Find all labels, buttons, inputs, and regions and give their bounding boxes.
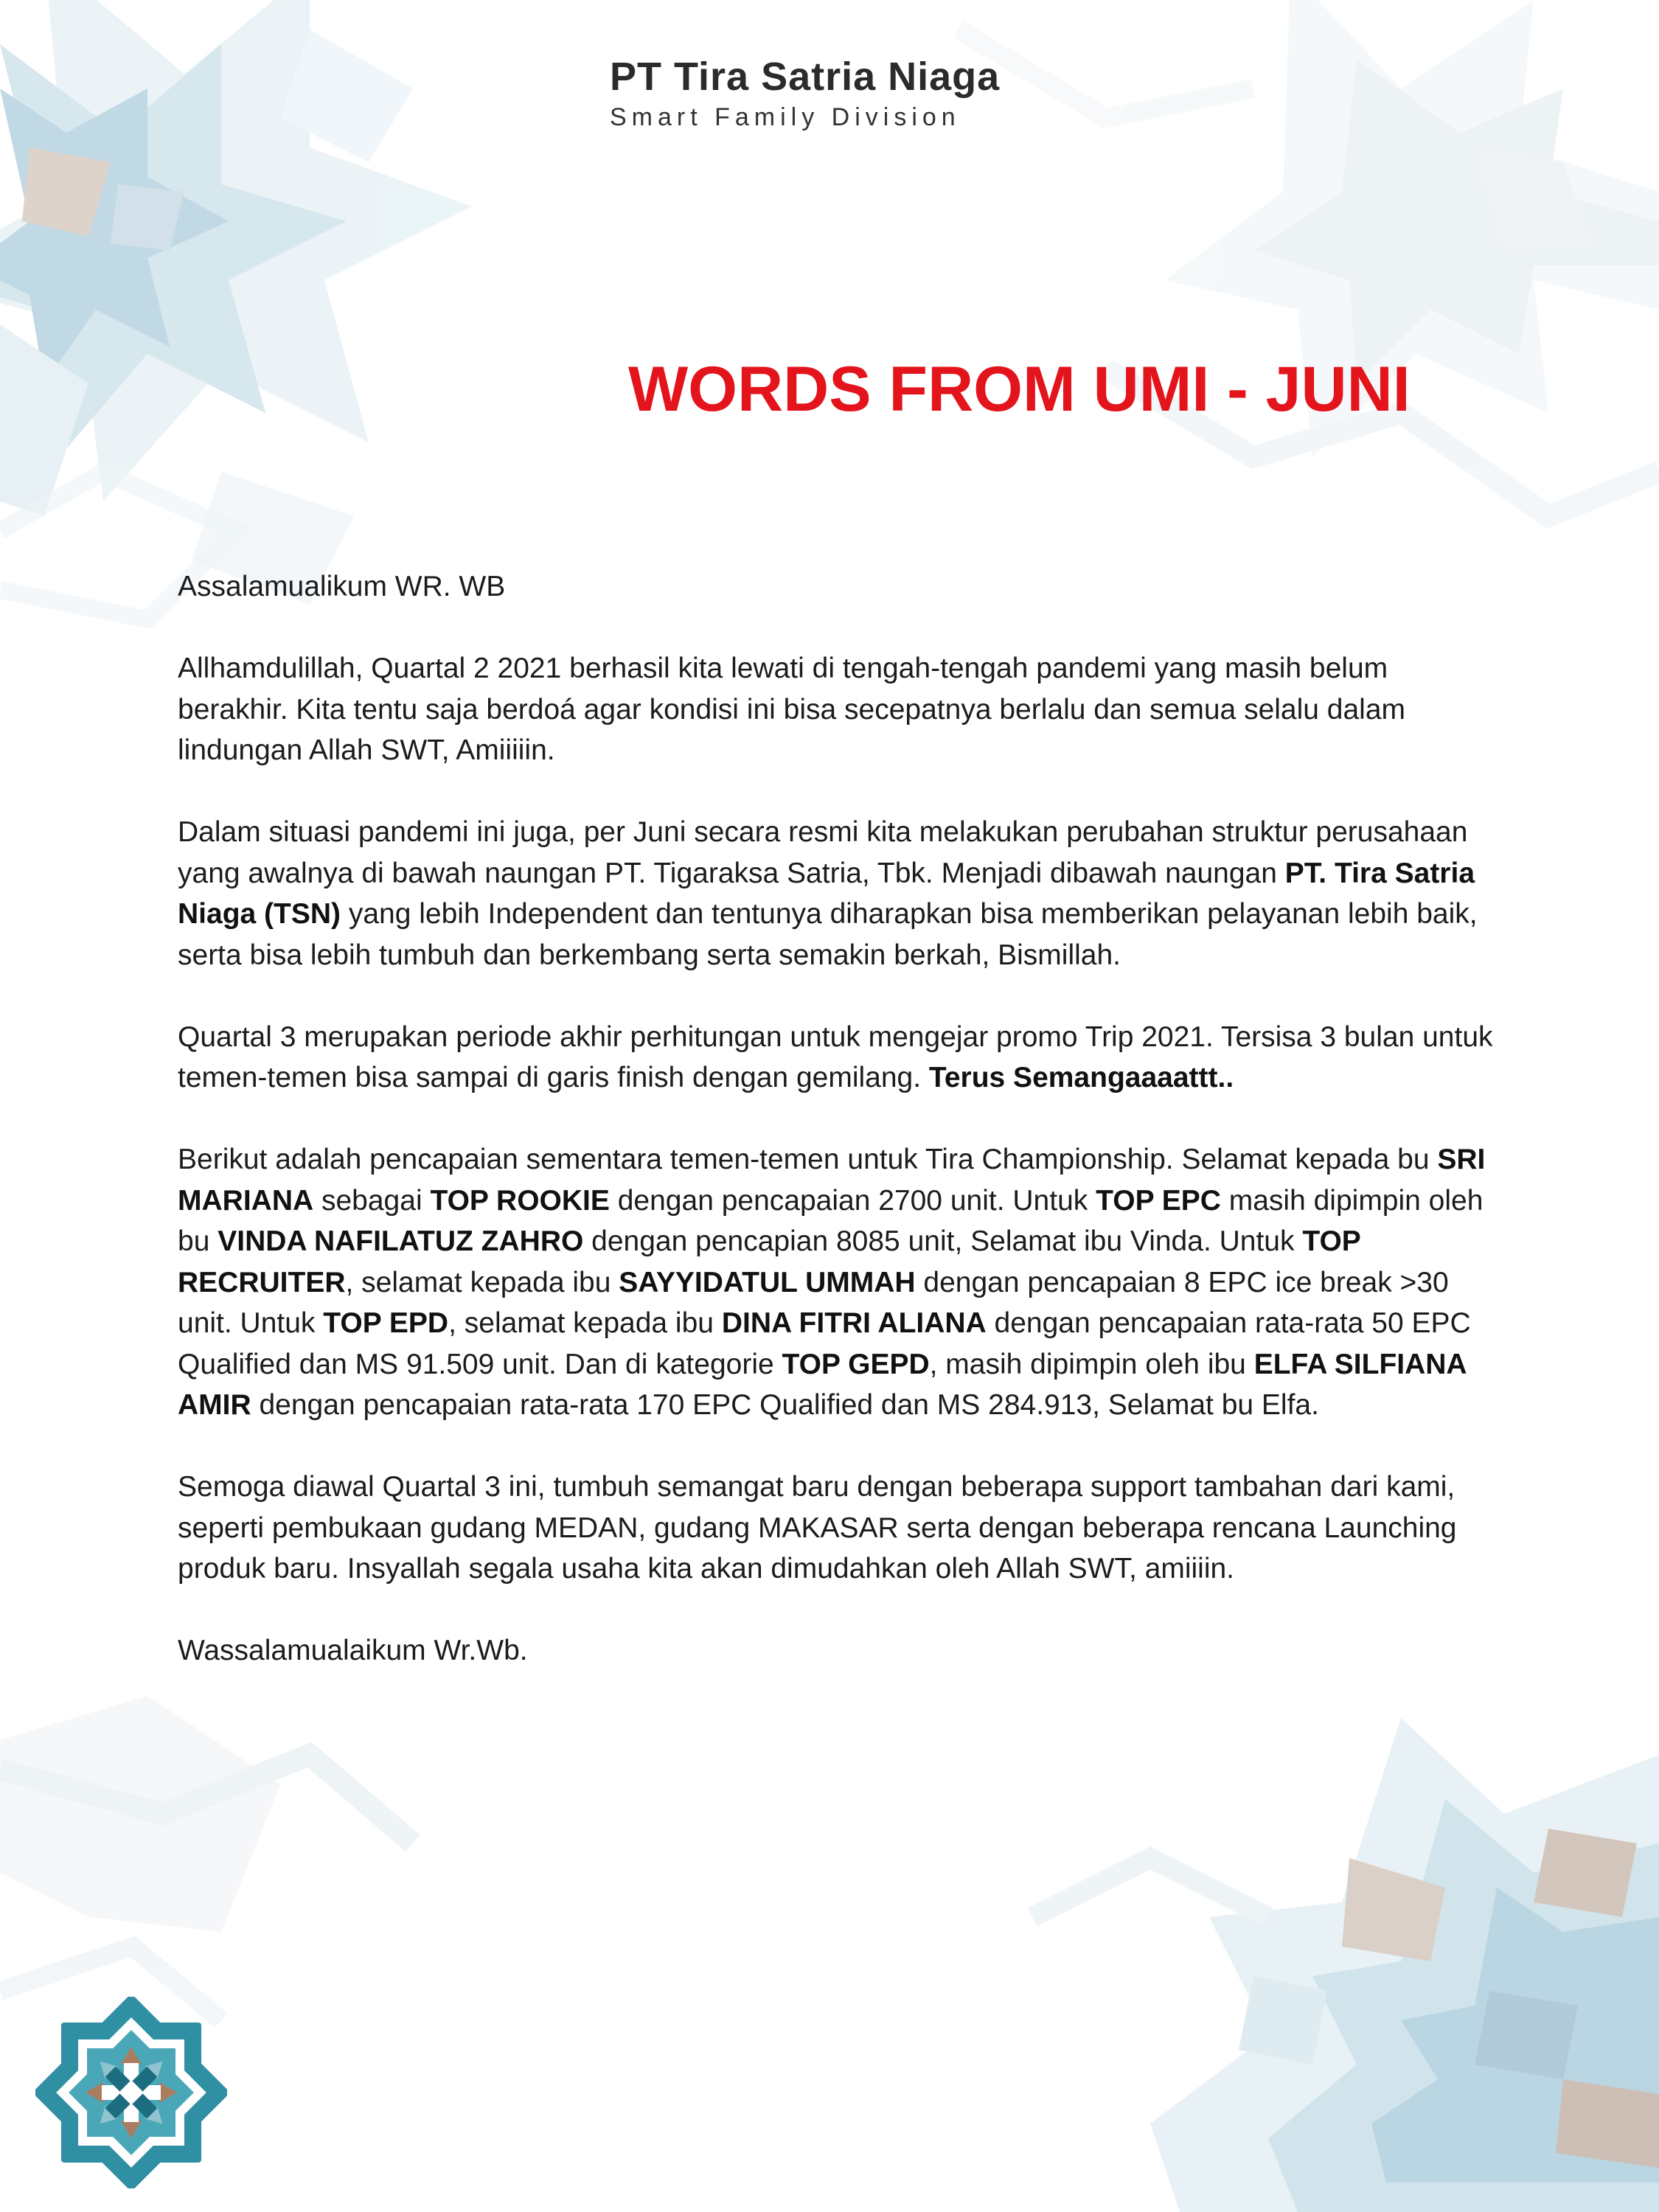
text-span: dengan pencapaian rata-rata 170 EPC Qualified dan MS 284.913, Selamat bu Elfa. (251, 1389, 1319, 1421)
text-span: , selamat kepada ibu (448, 1307, 722, 1339)
company-header (610, 53, 1000, 133)
bold-name: DINA FITRI ALIANA (721, 1307, 987, 1339)
text-span: dengan pencapaian 2700 unit. Untuk (609, 1184, 1096, 1217)
paragraph-5: Semoga diawal Quartal 3 ini, tumbuh semangat baru dengan beberapa support tambahan dari kami, seperti pembukaan gudang MEDAN, gudang MAKASAR serta dengan beberapa rencana Launching produk baru. Insyallah segala usaha kita akan dimudahkan oleh Allah SWT, amiiiin. (178, 1471, 1457, 1585)
text-span: yang lebih Independent dan tentunya diharapkan bisa memberikan pelayanan lebih baik, serta bisa lebih tumbuh dan berkembang serta semakin berkah, Bismillah. (178, 898, 1478, 971)
top-left-ornament (0, 0, 472, 605)
text-span: dengan pencapian 8085 unit, Selamat ibu Vinda. Untuk (583, 1225, 1303, 1257)
bold-name: ELFA SILFIANA AMIR (178, 1348, 1467, 1421)
bold-category: TOP EPD (323, 1307, 449, 1339)
paragraph-3 (178, 1017, 1505, 1099)
text-span: dengan pencapaian 8 EPC ice break >30 unit. Untuk (178, 1266, 1449, 1339)
text-span: sebagai (313, 1184, 431, 1217)
text-span: Quartal 3 merupakan periode akhir perhitungan untuk mengejar promo Trip 2021. Tersisa 3 bulan untuk temen-temen bisa sampai di garis finish dengan gemilang. (178, 1020, 1493, 1093)
text-span: Dalam situasi pandemi ini juga, per Juni secara resmi kita melakukan perubahan struktur perusahaan yang awalnya di bawah naungan PT. Tigaraksa Satria, Tbk. Menjadi dibawah naungan (178, 816, 1468, 889)
bold-category: TOP GEPD (782, 1348, 930, 1380)
bold-category: TOP EPC (1096, 1184, 1221, 1217)
paragraph-1: Allhamdulillah, Quartal 2 2021 berhasil kita lewati di tengah-tengah pandemi yang masih belum berakhir. Kita tentu saja berdoá agar kondisi ini bisa secepatnya berlalu dan semua selalu dalam lindungan Allah SWT, Amiiiiin. (178, 653, 1406, 766)
text-span: , masih dipimpin oleh ibu (929, 1348, 1254, 1380)
company-division: Smart Family Division (610, 103, 961, 131)
bold-name: SAYYIDATUL UMMAH (619, 1266, 916, 1298)
text-span: , selamat kepada ibu (345, 1266, 619, 1298)
bold-category: TOP RECRUITER (178, 1225, 1361, 1298)
text-span: masih dipimpin oleh bu (178, 1184, 1484, 1257)
paragraph-4 (178, 1139, 1505, 1426)
company-name: PT Tira Satria Niaga (610, 55, 1001, 99)
bold-name: SRI MARIANA (178, 1144, 1486, 1217)
bold-company-name: PT. Tira Satria Niaga (TSN) (178, 857, 1475, 930)
page-title: WORDS FROM UMI - JUNI (628, 354, 1411, 425)
top-right-ornament (959, 0, 1659, 516)
bold-motto: Terus Semangaaaattt.. (928, 1062, 1234, 1093)
bold-name: VINDA NAFILATUZ ZAHRO (218, 1225, 584, 1257)
text-span: Berikut adalah pencapaian sementara temen-temen untuk Tira Championship. Selamat kepada bu (178, 1144, 1438, 1175)
bottom-right-ornament (1032, 1718, 1659, 2212)
paragraph-2 (178, 812, 1505, 975)
closing: Wassalamualaikum Wr.Wb. (178, 1635, 528, 1666)
text-span: dengan pencapaian rata-rata 50 EPC Qualified dan MS 91.509 unit. Dan di kategorie (178, 1307, 1471, 1380)
islamic-star-logo-icon (35, 1997, 227, 2188)
letter-body (178, 566, 1505, 1712)
bottom-left-ornament (0, 1696, 413, 2020)
greeting: Assalamualikum WR. WB (178, 571, 506, 602)
bold-category: TOP ROOKIE (430, 1184, 610, 1217)
